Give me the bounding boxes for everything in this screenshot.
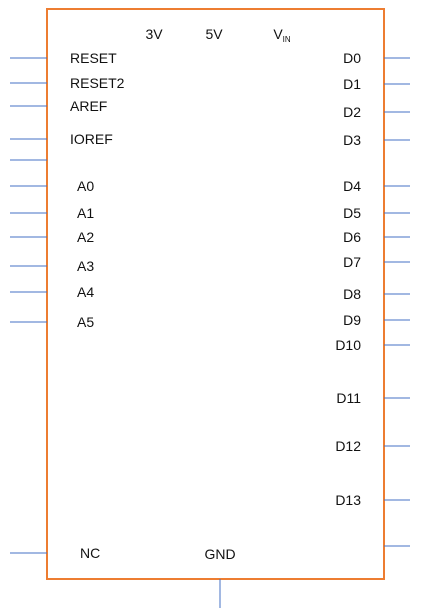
- top-pin-vin-label-text: V: [273, 26, 283, 42]
- left-pin-a5-label-text: A5: [77, 314, 95, 330]
- left-pin-reset2-label: [70, 75, 124, 91]
- right-pin-d3-label-text: D3: [343, 132, 361, 148]
- left-pin-reset2-label-text: RESET2: [70, 75, 125, 91]
- top-pin-3v-label-text: 3V: [145, 26, 163, 42]
- component-body: [47, 9, 384, 579]
- bottom-pin-gnd-label: [200, 546, 240, 562]
- right-pin-d2-label: [343, 104, 361, 120]
- right-pin-d5-label: [343, 205, 361, 221]
- right-pin-d6-label: [343, 229, 361, 245]
- top-pin-vin-label: [268, 26, 296, 45]
- left-pin-a1-label: [77, 205, 94, 221]
- left-pin-a3-label: [77, 258, 94, 274]
- right-pin-d8-label: [343, 286, 361, 302]
- top-pin-vin-label-subscript: IN: [282, 35, 291, 44]
- left-pin-reset-label: [70, 50, 117, 66]
- left-pin-a2-label-text: A2: [77, 229, 95, 245]
- right-pin-d6-label-text: D6: [343, 229, 361, 245]
- left-pin-aref-label-text: AREF: [70, 98, 108, 114]
- right-pin-d1-label: [343, 76, 361, 92]
- bottom-pin-gnd-label-text: GND: [204, 546, 236, 562]
- right-pin-d8-label-text: D8: [343, 286, 361, 302]
- right-pin-d0-label-text: D0: [343, 50, 361, 66]
- left-pin-a4-label: [77, 284, 94, 300]
- left-pin-nc-label-text: NC: [80, 545, 101, 561]
- left-pin-a0-label: [77, 178, 94, 194]
- right-pin-d10-label: [335, 337, 361, 353]
- right-pin-d10-label-text: D10: [335, 337, 361, 353]
- left-pin-a2-label: [77, 229, 94, 245]
- left-pin-a0-label-text: A0: [77, 178, 95, 194]
- right-pin-d4-label-text: D4: [343, 178, 361, 194]
- right-pin-d13-label: [335, 492, 361, 508]
- left-pin-ioref-label-text: IOREF: [70, 131, 113, 147]
- left-pin-a5-label: [77, 314, 94, 330]
- left-pin-nc-label: [80, 545, 100, 561]
- top-pin-5v-label-text: 5V: [205, 26, 223, 42]
- left-pin-a1-label-text: A1: [77, 205, 95, 221]
- top-pin-5v-label: [200, 26, 228, 42]
- right-pin-d13-label-text: D13: [335, 492, 361, 508]
- right-pin-d3-label: [343, 132, 361, 148]
- right-pin-d0-label: [343, 50, 361, 66]
- left-pin-a4-label-text: A4: [77, 284, 95, 300]
- left-pin-a3-label-text: A3: [77, 258, 95, 274]
- left-pin-reset-label-text: RESET: [70, 50, 117, 66]
- top-pin-3v-label: [140, 26, 168, 42]
- right-pin-d9-label-text: D9: [343, 312, 361, 328]
- right-pin-d2-label-text: D2: [343, 104, 361, 120]
- right-pin-d1-label-text: D1: [343, 76, 361, 92]
- right-pin-d4-label: [343, 178, 361, 194]
- right-pin-d5-label-text: D5: [343, 205, 361, 221]
- left-pin-ioref-label: [70, 131, 113, 147]
- right-pin-d11-label-text: D11: [336, 390, 361, 406]
- right-pin-d7-label-text: D7: [343, 254, 361, 270]
- right-pin-d12-label: [335, 438, 361, 454]
- right-pin-d11-label: [336, 390, 361, 406]
- right-pin-d9-label: [343, 312, 361, 328]
- right-pin-d12-label-text: D12: [335, 438, 361, 454]
- left-pin-aref-label: [70, 98, 107, 114]
- right-pin-d7-label: [343, 254, 361, 270]
